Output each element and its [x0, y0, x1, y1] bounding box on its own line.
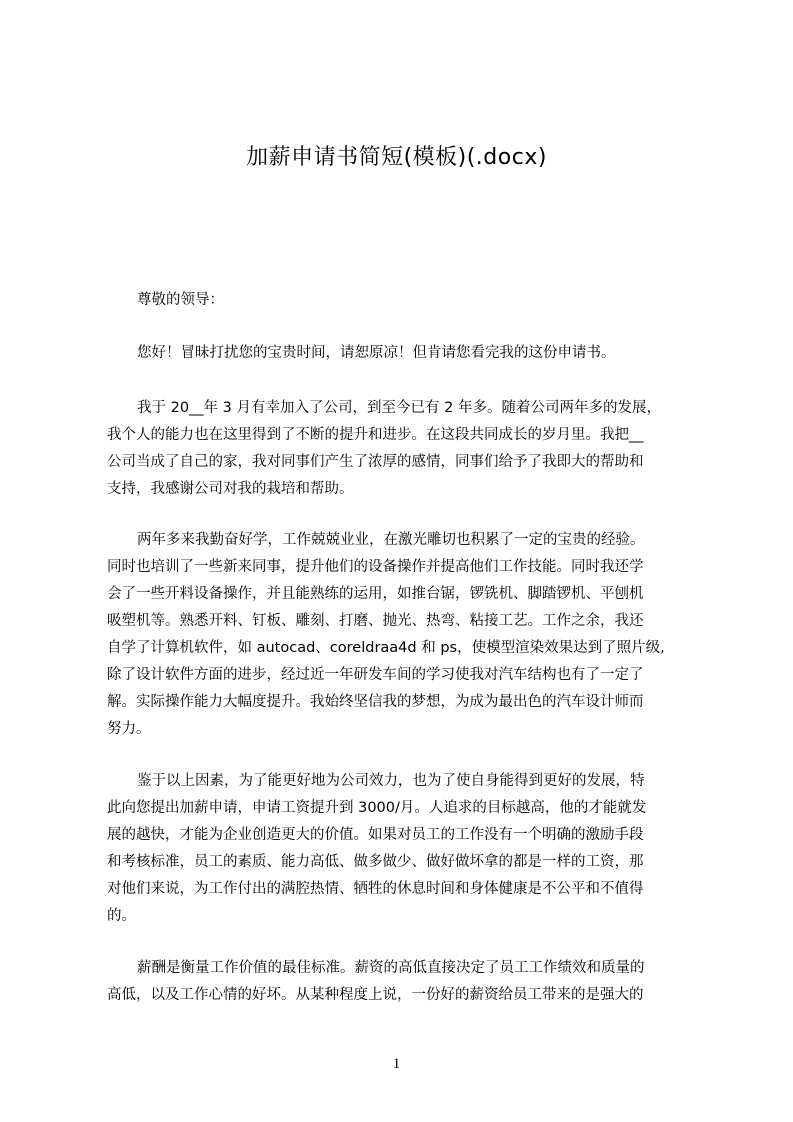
paragraph1-line: 公司当成了自己的家，我对同事们产生了浓厚的感情，同事们给予了我即大的帮助和 [107, 454, 644, 470]
paragraph2-line: 除了设计软件方面的进步，经过近一年研发车间的学习使我对汽车结构也有了一定了 [107, 667, 644, 683]
paragraph1-line: 我个人的能力也在这里得到了不断的提升和进步。在这段共同成长的岁月里。我把__ [107, 427, 644, 443]
paragraph2-line: 自学了计算机软件，如 autocad、coreldraa4d 和 ps，使模型渲染效果达到了照片级, [107, 640, 665, 656]
document-title: 加薪申请书简短(模板)(.docx) [246, 145, 547, 170]
paragraph2-line: 两年多来我勤奋好学，工作兢兢业业，在激光雕切也积累了一定的宝贵的经验。 [137, 532, 645, 548]
paragraph2-line: 同时也培训了一些新来同事，提升他们的设备操作并提高他们工作技能。同时我还学 [107, 559, 644, 575]
paragraph4-line: 高低，以及工作心情的好坏。从某种程度上说，一份好的薪资给员工带来的是强大的 [107, 987, 644, 1003]
paragraph2-line: 吸塑机等。熟悉开料、钉板、雕刻、打磨、抛光、热弯、粘接工艺。工作之余，我还 [107, 613, 644, 629]
greeting: 您好！冒昧打扰您的宝贵时间，请恕原凉！但肯请您看完我的这份申请书。 [137, 345, 616, 361]
paragraph3-line: 此向您提出加薪申请，申请工资提升到 3000/月。人追求的目标越高，他的才能就发 [107, 800, 647, 816]
paragraph1-line: 支持，我感谢公司对我的栽培和帮助。 [107, 481, 354, 497]
paragraph3-line: 鉴于以上因素，为了能更好地为公司效力，也为了使自身能得到更好的发展，特 [137, 773, 645, 789]
paragraph2-line: 解。实际操作能力大幅度提升。我始终坚信我的梦想，为成为最出色的汽车设计师而 [107, 694, 644, 710]
paragraph3-line: 对他们来说，为工作付出的满腔热情、牺牲的休息时间和身体健康是不公平和不值得 [107, 881, 644, 897]
page-number: 1 [392, 1056, 401, 1072]
paragraph2-line: 努力。 [107, 721, 151, 737]
paragraph1-line: 我于 20__年 3 月有幸加入了公司，到至今已有 2 年多。随着公司两年多的发展， [137, 400, 661, 416]
paragraph4-line: 薪酬是衡量工作价值的最佳标准。薪资的高低直接决定了员工工作绩效和质量的 [137, 960, 645, 976]
paragraph2-line: 会了一些开料设备操作，并且能熟练的运用，如推台锯，锣铣机、脚踏锣机、平刨机 [107, 586, 644, 602]
salutation: 尊敬的领导： [137, 292, 224, 308]
paragraph3-line: 和考核标准，员工的素质、能力高低、做多做少、做好做坏拿的都是一样的工资，那 [107, 854, 644, 870]
paragraph3-line: 展的越快，才能为企业创造更大的价值。如果对员工的工作没有一个明确的激励手段 [107, 827, 644, 843]
paragraph3-line: 的。 [107, 908, 136, 924]
